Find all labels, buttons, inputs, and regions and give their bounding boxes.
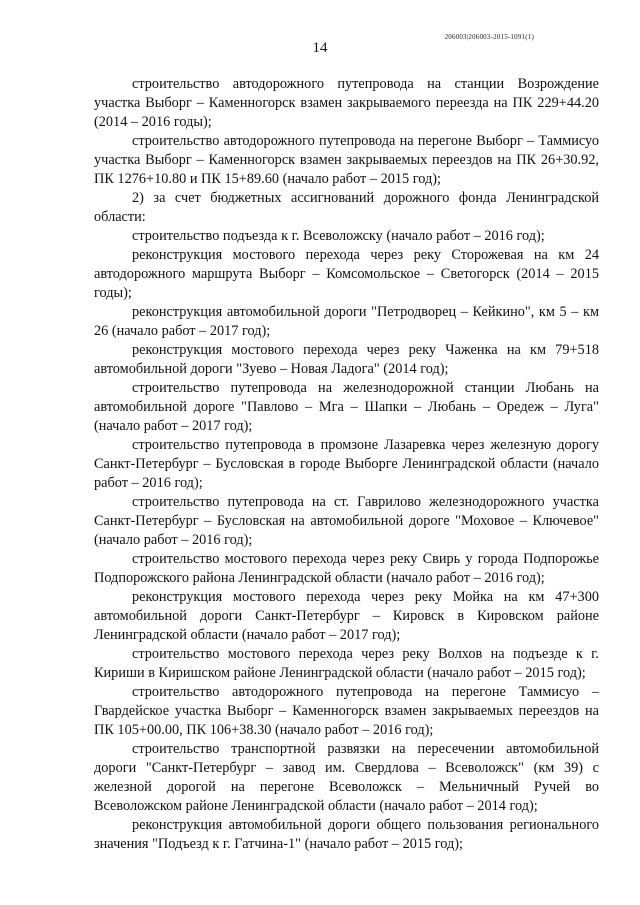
paragraph: строительство мостового перехода через реку Волхов на подъезде к г. Кириши в Киришском районе Ленинградской области (начало работ – 2015 год);	[94, 646, 599, 681]
paragraph: строительство автодорожного путепровода на станции Возрождение участка Выборг – Каменногорск взамен закрываемого переезда на ПК 229+44.20 (2014 – 2016 годы);	[94, 76, 599, 130]
document-body	[94, 75, 599, 854]
page-number: 14	[312, 40, 328, 56]
paragraph: реконструкция мостового перехода через реку Чаженка на км 79+518 автомобильной дороги "Зуево – Новая Ладога" (2014 год);	[94, 342, 599, 377]
paragraph: реконструкция автомобильной дороги "Петродворец – Кейкино", км 5 – км 26 (начало работ – 2017 год);	[94, 304, 599, 339]
paragraph: строительство автодорожного путепровода на перегоне Таммисуо – Гвардейское участка Выборг – Каменногорск взамен закрываемых переездов на ПК 105+00.00, ПК 106+38.30 (начало работ – 2016 год);	[94, 684, 599, 738]
paragraph: реконструкция мостового перехода через реку Сторожевая на км 24 автодорожного маршрута Выборг – Комсомольское – Светогорск (2014 – 2015 годы);	[94, 247, 599, 301]
paragraph: строительство транспортной развязки на пересечении автомобильной дороги "Санкт-Петербург – завод им. Свердлова – Всеволожск" (км 39) с железной дорогой на перегоне Всеволожск – Мельничный Ручей во Всеволожском районе Ленинградской области (начало работ – 2014 год);	[94, 741, 599, 814]
paragraph: 2) за счет бюджетных ассигнований дорожного фонда Ленинградской области:	[94, 190, 599, 225]
document-code: 206003|206003-2015-1091(1)	[444, 33, 534, 41]
paragraph: реконструкция автомобильной дороги общего пользования регионального значения "Подъезд к г. Гатчина-1" (начало работ – 2015 год);	[94, 817, 599, 852]
paragraph: реконструкция мостового перехода через реку Мойка на км 47+300 автомобильной дороги Санкт-Петербург – Кировск в Кировском районе Ленинградской области (начало работ – 2017 год);	[94, 589, 599, 643]
paragraph: строительство путепровода на ст. Гаврилово железнодорожного участка Санкт-Петербург – Бусловская на автомобильной дороге "Моховое – Ключевое" (начало работ – 2016 год);	[94, 494, 599, 548]
paragraph: строительство подъезда к г. Всеволожску (начало работ – 2016 год);	[132, 228, 545, 244]
paragraph: строительство мостового перехода через реку Свирь у города Подпорожье Подпорожского района Ленинградской области (начало работ – 2016 год);	[94, 551, 599, 586]
paragraph: строительство путепровода на железнодорожной станции Любань на автомобильной дороге "Павлово – Мга – Шапки – Любань – Оредеж – Луга" (начало работ – 2017 год);	[94, 380, 599, 434]
paragraph: строительство автодорожного путепровода на перегоне Выборг – Таммисуо участка Выборг – Каменногорск взамен закрываемых переездов на ПК 26+30.92, ПК 1276+10.80 и ПК 15+89.60 (начало работ – 2015 год);	[94, 133, 599, 187]
paragraph: строительство путепровода в промзоне Лазаревка через железную дорогу Санкт-Петербург – Бусловская в городе Выборге Ленинградской области (начало работ – 2016 год);	[94, 437, 599, 491]
